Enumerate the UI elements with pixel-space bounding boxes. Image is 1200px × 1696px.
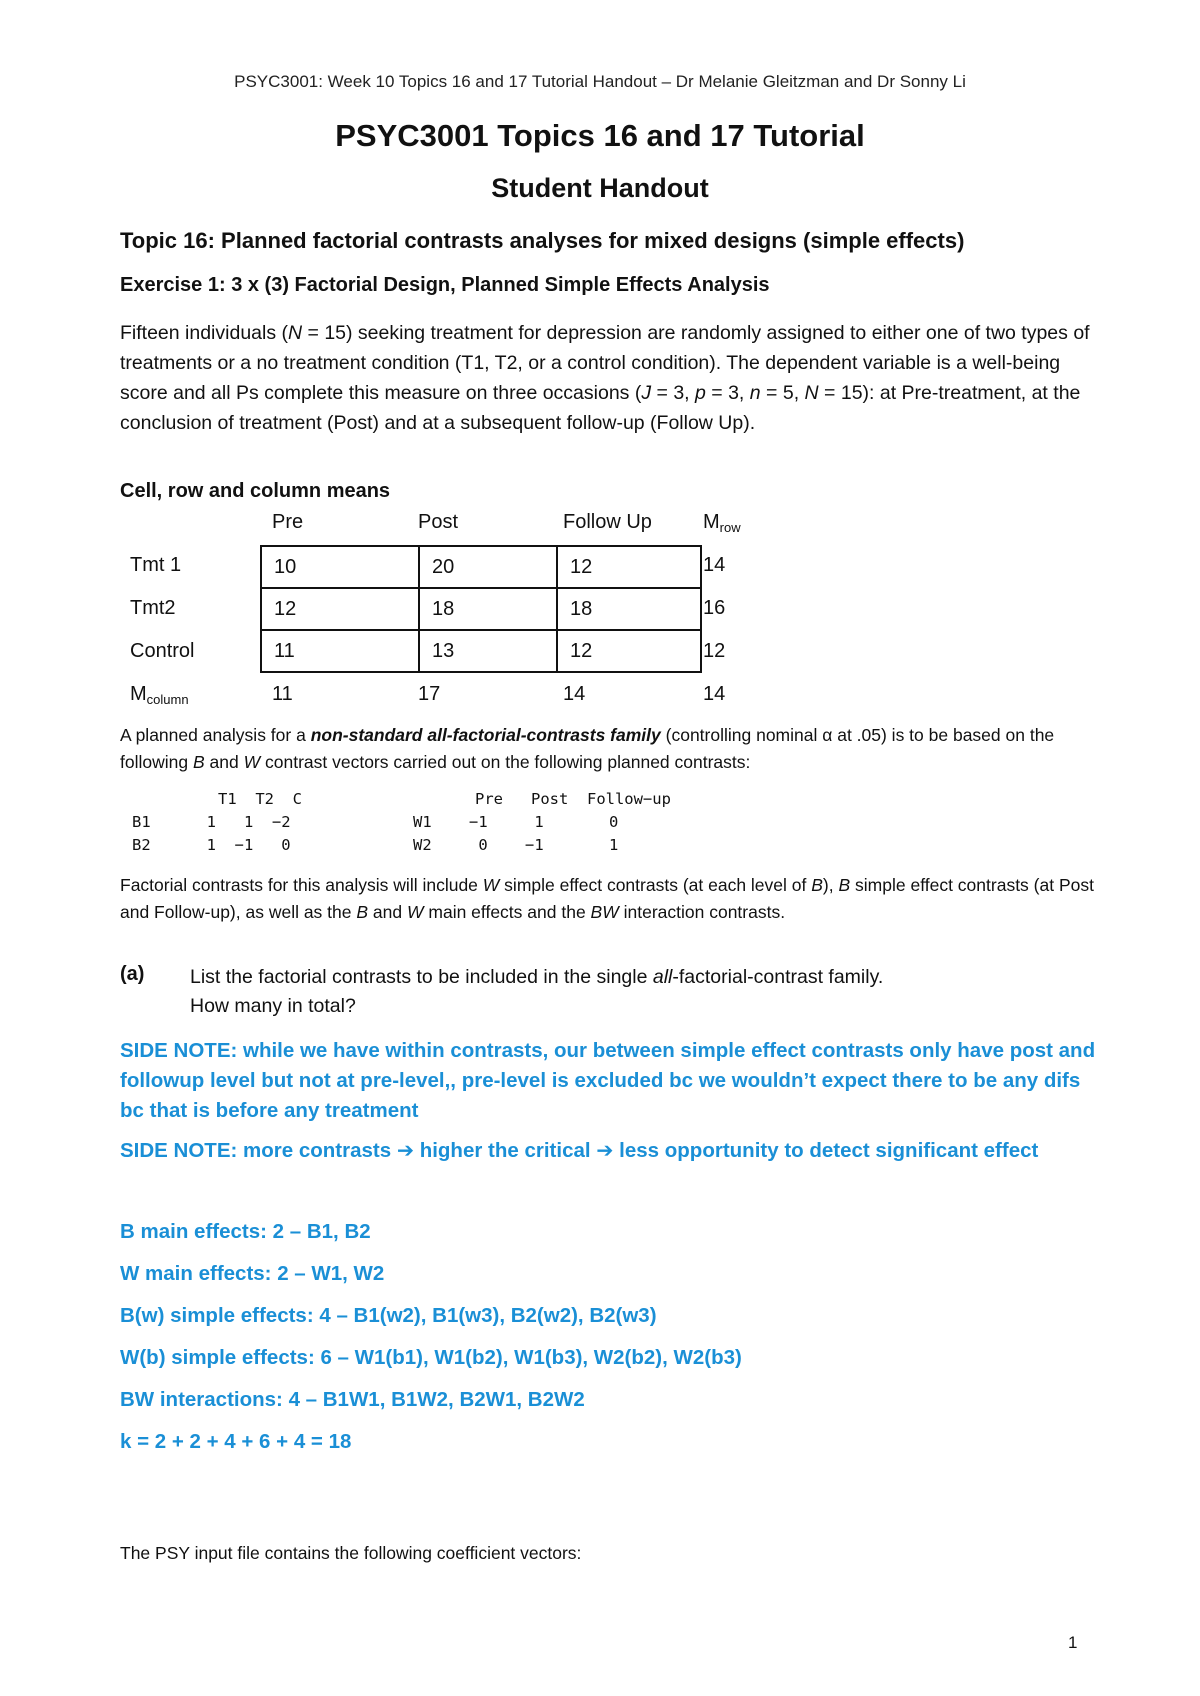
means-table-heading: Cell, row and column means: [120, 480, 391, 502]
row-label-tmt1: Tmt 1: [130, 554, 182, 576]
topic-heading: Topic 16: Planned factorial contrasts analyses for mixed designs (simple effects): [120, 228, 965, 253]
page-number: 1: [1068, 1633, 1078, 1652]
row-label-control: Control: [130, 640, 195, 662]
answer-w-main: W main effects: 2 – W1, W2: [120, 1262, 385, 1285]
arrow-icon: ➔: [396, 1139, 414, 1162]
psy-input-line: The PSY input file contains the following coefficient vectors:: [120, 1543, 582, 1563]
document-title: PSYC3001 Topics 16 and 17 Tutorial: [335, 118, 865, 153]
answer-b-main: B main effects: 2 – B1, B2: [120, 1220, 371, 1243]
answer-wb-simple: W(b) simple effects: 6 – W1(b1), W1(b2), W1(b3), W2(b2), W2(b3): [120, 1346, 742, 1369]
exercise-heading: Exercise 1: 3 x (3) Factorial Design, Planned Simple Effects Analysis: [120, 274, 770, 296]
cell-means-table: [260, 545, 702, 673]
col-header-followup: Follow Up: [563, 511, 652, 533]
side-note-2: SIDE NOTE: more contrasts ➔ higher the critical ➔ less opportunity to detect significant effect: [120, 1139, 1039, 1162]
w1-vector: W1 −1 1 0: [413, 813, 619, 831]
col-mean-followup: 14: [563, 683, 586, 705]
cell-mean: 11: [261, 630, 419, 672]
cell-mean: 12: [261, 588, 419, 630]
intro-paragraph: Fifteen individuals (N = 15) seeking treatment for depression are randomly assigned to either one of two types of treatments or a no treatment condition (T1, T2, or a control condition). The dependent variable is a well-being score and all Ps complete this measure on three occasions (J = 3, p = 3, n = 5, N = 15): at Pre-treatment, at the conclusion of treatment (Post) and at a subsequent follow-up (Follow Up).: [120, 322, 1090, 434]
b2-vector: B2 1 −1 0: [132, 836, 291, 854]
arrow-icon: ➔: [596, 1139, 614, 1162]
w-vector-header: Pre Post Follow−up: [475, 790, 671, 808]
cell-mean: 13: [419, 630, 557, 672]
col-mean-pre: 11: [272, 683, 293, 705]
cell-mean: 20: [419, 546, 557, 588]
answer-bw-simple: B(w) simple effects: 4 – B1(w2), B1(w3), B2(w2), B2(w3): [120, 1304, 657, 1327]
col-mean-post: 17: [418, 683, 441, 705]
document-subtitle: Student Handout: [491, 173, 709, 203]
row-mean-control: 12: [703, 640, 726, 662]
running-header: PSYC3001: Week 10 Topics 16 and 17 Tutorial Handout – Dr Melanie Gleitzman and Dr Sonny Li: [234, 72, 966, 91]
col-header-row-mean: $M_{row}$: [703, 511, 741, 535]
question-label: (a): [120, 963, 145, 985]
planned-analysis-paragraph: A planned analysis for a non-standard all-factorial-contrasts family (controlling nominal α at .05) is to be based on the following B and W contrast vectors carried out on the following planned contrasts:: [120, 725, 1055, 772]
cell-mean: 12: [557, 630, 701, 672]
side-note-1: SIDE NOTE: while we have within contrasts, our between simple effect contrasts only have post and followup level but not at pre-level,, pre-level is excluded bc we wouldn’t expect there to be any difs bc that is before any treatment: [120, 1039, 1096, 1122]
question-text: List the factorial contrasts to be included in the single all-factorial-contrast family. How many in total?: [190, 966, 884, 1017]
cell-mean: 12: [557, 546, 701, 588]
answer-k-total: k = 2 + 2 + 4 + 6 + 4 = 18: [120, 1430, 352, 1453]
table-row: [261, 588, 701, 630]
row-label-col-mean: $M_{column}$: [130, 683, 189, 707]
factorial-contrasts-paragraph: Factorial contrasts for this analysis will include W simple effect contrasts (at each level of B), B simple effect contrasts (at Post and Follow-up), as well as the B and W main effects and the BW interaction contrasts.: [120, 875, 1094, 922]
b1-vector: B1 1 1 −2: [132, 813, 291, 831]
row-mean-tmt2: 16: [703, 597, 726, 619]
col-header-post: Post: [418, 511, 459, 533]
answer-interactions: BW interactions: 4 – B1W1, B1W2, B2W1, B2W2: [120, 1388, 585, 1411]
w2-vector: W2 0 −1 1: [413, 836, 619, 854]
col-header-pre: Pre: [272, 511, 304, 533]
table-row: [261, 546, 701, 588]
cell-mean: 18: [419, 588, 557, 630]
table-row: [261, 630, 701, 672]
grand-mean: 14: [703, 683, 726, 705]
b-vector-header: T1 T2 C: [218, 790, 302, 808]
cell-mean: 18: [557, 588, 701, 630]
row-mean-tmt1: 14: [703, 554, 726, 576]
cell-mean: 10: [261, 546, 419, 588]
row-label-tmt2: Tmt2: [130, 597, 176, 619]
